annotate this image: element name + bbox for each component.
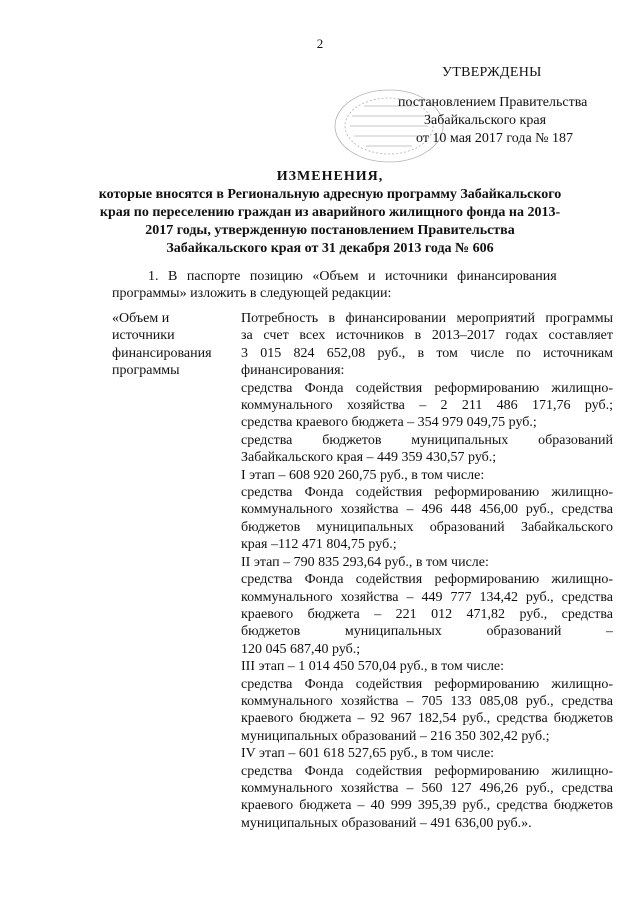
right-cell-line: коммунального хозяйства – 449 777 134,42 руб., средства	[241, 589, 613, 605]
approval-block	[398, 64, 587, 148]
heading-line: которые вносятся в Региональную адресную программу Забайкальского	[98, 187, 562, 202]
page-number: 2	[316, 36, 324, 51]
right-cell-line: краевого бюджета – 92 967 182,54 руб., средства бюджетов	[241, 711, 613, 727]
right-cell-line: Потребность в финансировании мероприятий программы	[241, 311, 613, 326]
right-cell-line: II этап – 790 835 293,64 руб., в том числе:	[241, 554, 489, 570]
heading-title: ИЗМЕНЕНИЯ,	[276, 169, 384, 184]
right-cell-line: бюджетов муниципальных образований –	[241, 624, 613, 640]
approval-line-2: Забайкальского края	[424, 113, 547, 128]
right-cell-line: I этап – 608 920 260,75 руб., в том числе:	[241, 467, 485, 483]
right-cell-line: Забайкальского края – 449 359 430,57 руб.;	[241, 450, 497, 466]
right-cell-line: средства бюджетов муниципальных образований	[241, 432, 613, 448]
right-cell-line: средства Фонда содействия реформированию жилищно-	[241, 763, 613, 779]
approval-line-1: постановлением Правительства	[398, 95, 588, 110]
right-cell-line: средства Фонда содействия реформированию жилищно-	[241, 572, 613, 588]
table-left-column	[112, 310, 232, 380]
document-heading	[90, 168, 570, 258]
paragraph-line-2: программы» изложить в следующей редакции:	[112, 286, 392, 301]
right-cell-line: за счет всех источников в 2013–2017 годах составляет	[241, 328, 613, 344]
intro-paragraph	[112, 268, 604, 302]
paragraph-line-1: 1. В паспорте позицию «Объем и источники финансирования	[148, 269, 557, 284]
left-cell-line: программы	[112, 363, 180, 379]
right-cell-line: средства Фонда содействия реформированию жилищно-	[241, 485, 613, 501]
right-cell-line: муниципальных образований – 491 636,00 руб.».	[241, 815, 532, 831]
right-cell-line: коммунального хозяйства – 2 211 486 171,76 руб.;	[241, 398, 613, 414]
right-cell-line: краевого бюджета – 221 012 471,82 руб., средства	[241, 606, 613, 622]
right-cell-line: средства Фонда содействия реформированию жилищно-	[241, 676, 613, 692]
right-cell-line: муниципальных образований – 216 350 302,42 руб.;	[241, 728, 550, 744]
right-cell-line: финансирования:	[241, 363, 345, 379]
right-cell-line: коммунального хозяйства – 496 448 456,00 руб., средства	[241, 502, 613, 518]
heading-line: 2017 годы, утвержденную постановлением Правительства	[145, 223, 515, 238]
right-cell-line: средства краевого бюджета – 354 979 049,75 руб.;	[241, 415, 537, 431]
right-cell-line: III этап – 1 014 450 570,04 руб., в том числе:	[241, 659, 505, 675]
right-cell-line: краевого бюджета – 40 999 395,39 руб., средства бюджетов	[241, 798, 613, 814]
approval-line-3: от 10 мая 2017 года № 187	[416, 131, 574, 146]
right-cell-line: бюджетов муниципальных образований Забайкальского	[241, 519, 613, 535]
right-cell-line: средства Фонда содействия реформированию жилищно-	[241, 380, 613, 396]
left-cell-line: «Объем и	[112, 311, 170, 326]
approval-title: УТВЕРЖДЕНЫ	[442, 65, 542, 80]
right-cell-line: 120 045 687,40 руб.;	[241, 641, 361, 657]
table-right-column	[241, 310, 613, 832]
right-cell-line: коммунального хозяйства – 560 127 496,26 руб., средства	[241, 780, 613, 796]
right-cell-line: IV этап – 601 618 527,65 руб., в том числе:	[241, 746, 495, 762]
right-cell-line: края –112 471 804,75 руб.;	[241, 537, 397, 553]
heading-line: края по переселению граждан из аварийного жилищного фонда на 2013-	[99, 205, 561, 220]
right-cell-line: коммунального хозяйства – 705 133 085,08 руб., средства	[241, 693, 613, 709]
right-cell-line: 3 015 824 652,08 руб., в том числе по источникам	[241, 345, 613, 361]
left-cell-line: источники	[112, 328, 175, 344]
left-cell-line: финансирования	[112, 345, 212, 361]
heading-line: Забайкальского края от 31 декабря 2013 года № 606	[166, 241, 494, 256]
